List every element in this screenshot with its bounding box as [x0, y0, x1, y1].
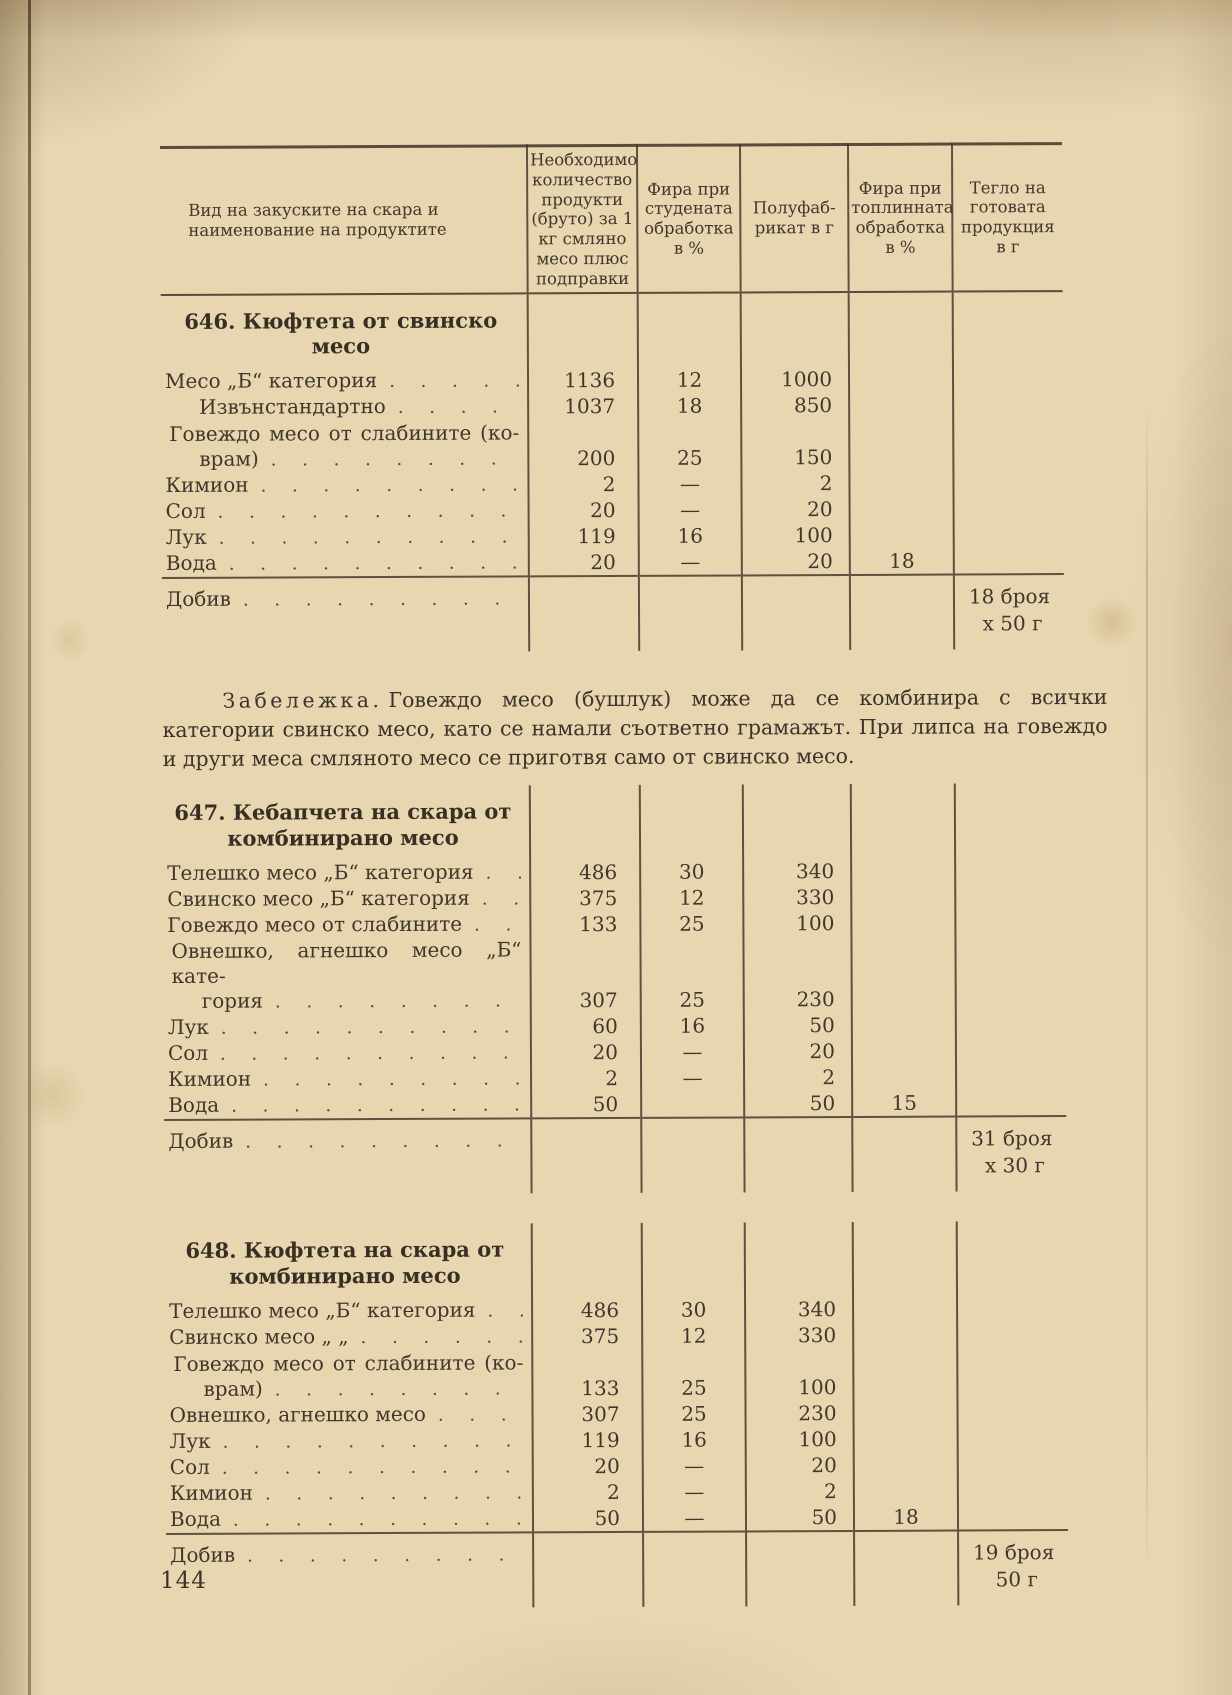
yield-label-cell — [164, 1118, 531, 1195]
cold-loss-value: — — [643, 1478, 746, 1504]
ingredient-name: Вода — [169, 1506, 222, 1531]
dot-leader — [218, 499, 520, 525]
recipe-title-row — [161, 292, 1063, 370]
brutto-value: 2 — [533, 1479, 643, 1505]
brutto-value: 119 — [533, 1427, 643, 1453]
recipe-title: 646. Кюфтета от свинско месо — [184, 307, 498, 359]
recipe-title-cell — [163, 786, 530, 861]
empty-cell — [854, 1530, 958, 1605]
semifinished-value: 2 — [741, 470, 849, 496]
semifinished-value: 330 — [743, 884, 851, 910]
dot-leader — [275, 988, 522, 1014]
semifinished-value: 230 — [744, 986, 852, 1012]
cold-loss-value: — — [639, 497, 742, 523]
table-row — [161, 365, 1063, 395]
semifinished-value: 20 — [744, 1038, 852, 1064]
cold-loss-value: 25 — [642, 1374, 745, 1400]
ingredient-name-cell — [164, 987, 531, 1015]
header-cell-brutto: Необходимо количество продукти (бруто) за 1 кг смляно месо плюс подправки — [527, 145, 638, 293]
empty-cell — [850, 575, 954, 650]
yield-label: Добив — [165, 586, 231, 612]
ingredient-name-cell — [164, 1013, 531, 1041]
brutto-value: 133 — [532, 1375, 642, 1401]
empty-cell — [853, 1221, 957, 1295]
yield-count: 31 броя — [971, 1126, 1053, 1151]
brutto-value: 307 — [532, 1401, 642, 1427]
ingredient-name-cell — [166, 1453, 533, 1481]
empty-cell — [851, 784, 955, 858]
ingredient-name: Телешко месо „Б“ категория — [169, 1297, 476, 1323]
brutto-value: 20 — [533, 1453, 643, 1479]
dot-leader — [438, 1402, 524, 1427]
semifinished-value: 50 — [744, 1012, 852, 1038]
empty-cell — [638, 419, 741, 445]
ingredient-name: Вода — [168, 1092, 220, 1117]
dot-leader — [271, 447, 520, 473]
ingredient-name: Говеждо месо от слабините — [167, 911, 463, 937]
ingredient-name-cell — [161, 420, 528, 448]
header-cell-cold-loss: Фира при студената обработка в % — [637, 145, 741, 293]
empty-cell — [531, 1118, 641, 1193]
dot-leader — [265, 1480, 524, 1506]
semifinished-value: 20 — [746, 1452, 854, 1478]
brutto-value: 20 — [531, 1039, 641, 1065]
ingredient-name-cell — [164, 1091, 531, 1120]
ingredient-name-cell — [163, 911, 530, 939]
empty-cell — [533, 1532, 643, 1607]
yield-count: 19 броя — [972, 1539, 1055, 1565]
cold-loss-value: — — [639, 549, 742, 576]
empty-cell — [744, 1117, 852, 1192]
empty-cell — [640, 785, 743, 859]
cold-loss-value: — — [641, 1038, 744, 1064]
empty-cell — [742, 575, 850, 650]
ingredient-name-cell — [165, 1349, 532, 1377]
ingredient-name-cell — [161, 394, 528, 422]
ingredient-name-cell — [165, 1401, 532, 1429]
ingredient-name: Кимион — [168, 1066, 252, 1091]
semifinished-value: 100 — [742, 522, 850, 548]
brutto-value: 50 — [531, 1091, 641, 1118]
ingredient-name-cell — [165, 1323, 532, 1351]
footnote — [162, 683, 1107, 773]
heat-loss-value: 18 — [849, 366, 954, 575]
yield-value — [958, 1530, 1068, 1605]
brutto-value: 50 — [533, 1505, 643, 1532]
empty-cell — [643, 1531, 746, 1606]
recipe-646-table — [161, 292, 1065, 654]
page-number: 144 — [160, 1568, 207, 1594]
cold-loss-value: — — [641, 1064, 744, 1090]
empty-cell — [741, 293, 849, 367]
ingredient-name-cell — [165, 1297, 532, 1325]
ingredient-name: Овнешко, агнешко месо „Б“ кате- — [171, 937, 522, 988]
header-row — [160, 144, 1063, 295]
dot-leader — [389, 369, 519, 395]
table-row — [163, 857, 1065, 887]
brutto-value: 486 — [530, 859, 640, 885]
ingredient-name: Лук — [167, 1014, 209, 1039]
recipe-title-cell — [161, 294, 528, 369]
ingredient-name-cell — [162, 550, 529, 579]
cold-loss-value: 12 — [638, 367, 741, 393]
empty-cell — [642, 1348, 745, 1374]
recipe-title-row — [163, 783, 1065, 861]
empty-cell — [530, 785, 640, 859]
ingredient-name-cell — [162, 524, 529, 552]
ingredient-name: Извънстандартно — [199, 394, 386, 420]
ingredient-name: Телешко месо „Б“ категория — [167, 859, 474, 885]
yield-unit-weight: 50 г — [995, 1566, 1038, 1591]
brutto-value: 375 — [530, 885, 640, 911]
dot-leader — [398, 395, 519, 421]
ingredient-name: Овнешко, агнешко месо — [169, 1401, 426, 1427]
recipe-title: 647. Кебапчета на скара от комбинирано месо — [174, 798, 512, 851]
ingredient-name-cell — [166, 1479, 533, 1507]
yield-unit-weight: х 30 г — [984, 1153, 1045, 1178]
table-row — [165, 1295, 1067, 1325]
dot-leader — [275, 1376, 524, 1402]
ingredient-name-cell — [161, 368, 528, 396]
weight-column-cell — [953, 365, 1064, 574]
recipe-title: 648. Кюфтета на скара от комбинирано месо — [185, 1236, 505, 1289]
cold-loss-value: 12 — [640, 884, 743, 910]
cold-loss-value: 25 — [641, 986, 744, 1012]
dot-leader — [233, 1506, 524, 1532]
yield-label: Добив — [170, 1542, 236, 1567]
dot-leader — [247, 1544, 524, 1566]
empty-cell — [638, 293, 741, 367]
yield-row — [164, 1116, 1066, 1195]
empty-cell — [528, 293, 638, 367]
header-cell-heat-loss: Фира при топлинната обработка в % — [848, 144, 953, 292]
book-spine-shadow — [28, 0, 31, 1695]
semifinished-value: 2 — [744, 1064, 852, 1090]
semifinished-value: 100 — [746, 1426, 854, 1452]
brutto-value: 200 — [528, 445, 638, 471]
heat-loss-value: 18 — [853, 1295, 958, 1530]
cold-loss-value: — — [643, 1452, 746, 1478]
brutto-value: 20 — [529, 497, 639, 523]
dot-leader — [245, 1130, 522, 1152]
yield-row — [162, 574, 1064, 653]
empty-cell — [532, 1223, 642, 1297]
brutto-value: 1136 — [528, 367, 638, 393]
table-header — [160, 142, 1063, 296]
dot-leader — [222, 1454, 524, 1480]
brutto-value: 2 — [531, 1065, 641, 1091]
semifinished-value: 330 — [745, 1322, 853, 1348]
ingredient-name-cell — [161, 472, 528, 500]
empty-cell — [743, 936, 851, 986]
cold-loss-value: 25 — [638, 445, 741, 471]
brutto-value: 60 — [531, 1013, 641, 1039]
brutto-value: 1037 — [528, 393, 638, 419]
empty-cell — [743, 784, 851, 858]
empty-cell — [641, 1117, 744, 1192]
brutto-value: 486 — [532, 1297, 642, 1323]
ingredient-name-cell — [162, 498, 529, 526]
empty-cell — [852, 1116, 956, 1191]
page-content — [160, 142, 1114, 1609]
semifinished-value: 50 — [746, 1504, 854, 1531]
cold-loss-value: 30 — [640, 858, 743, 884]
cold-loss-value: 18 — [638, 393, 741, 419]
empty-cell — [640, 936, 743, 986]
ingredient-name: врам) — [203, 1376, 263, 1401]
semifinished-value: 20 — [742, 548, 850, 575]
empty-cell — [532, 1349, 642, 1375]
empty-cell — [529, 576, 639, 651]
brutto-value: 307 — [531, 987, 641, 1013]
dot-leader — [486, 860, 522, 885]
empty-cell — [746, 1531, 854, 1606]
empty-cell — [639, 576, 742, 651]
cold-loss-value: 25 — [642, 1400, 745, 1426]
brutto-value: 20 — [529, 549, 639, 576]
dot-leader — [221, 1014, 522, 1040]
brutto-value: 2 — [528, 471, 638, 497]
dot-leader — [223, 1428, 524, 1454]
yield-unit-weight: х 50 г — [982, 611, 1043, 636]
ingredient-name-cell — [161, 446, 528, 474]
weight-column-cell — [955, 857, 1066, 1116]
empty-cell — [955, 783, 1065, 857]
empty-cell — [745, 1222, 853, 1296]
dot-leader — [261, 473, 520, 499]
recipe-647-table — [163, 783, 1067, 1195]
yield-label-cell — [166, 1532, 533, 1609]
semifinished-value: 20 — [742, 496, 850, 522]
yield-label: Добив — [168, 1128, 234, 1153]
dot-leader — [474, 912, 521, 937]
semifinished-value: 100 — [743, 910, 851, 936]
empty-cell — [741, 418, 849, 444]
brutto-value: 133 — [530, 911, 640, 937]
ingredient-name: Лук — [165, 525, 207, 550]
empty-cell — [642, 1222, 745, 1296]
ingredient-name: Месо „Б“ категория — [164, 368, 378, 394]
ingredient-name-cell — [164, 1039, 531, 1067]
dot-leader — [243, 589, 520, 611]
semifinished-value: 50 — [744, 1090, 852, 1117]
semifinished-value: 100 — [745, 1374, 853, 1400]
dot-leader — [219, 525, 520, 551]
empty-cell — [957, 1221, 1067, 1295]
cold-loss-value — [641, 1090, 744, 1117]
semifinished-value: 150 — [741, 444, 849, 470]
semifinished-value: 2 — [746, 1478, 854, 1504]
empty-cell — [953, 292, 1063, 366]
ingredient-name-cell — [165, 1375, 532, 1403]
ingredient-name: Свинско месо „ „ — [169, 1323, 349, 1349]
cold-loss-value: 16 — [641, 1012, 744, 1038]
semifinished-value: 850 — [741, 392, 849, 418]
ingredient-name-cell — [164, 1065, 531, 1093]
dot-leader — [361, 1324, 524, 1350]
cold-loss-value: — — [638, 471, 741, 497]
yield-value — [956, 1116, 1066, 1191]
dot-leader — [231, 1092, 522, 1118]
ingredient-name: Лук — [169, 1428, 211, 1453]
semifinished-value: 1000 — [741, 366, 849, 392]
heat-loss-value: 15 — [851, 857, 956, 1116]
ingredient-name: Говеждо месо от слабините (ко- — [169, 420, 520, 447]
recipe-title-cell — [165, 1223, 532, 1298]
dot-leader — [229, 551, 520, 577]
ingredient-name: гория — [201, 988, 264, 1013]
ingredient-name: врам) — [199, 446, 259, 472]
ingredient-name-cell — [163, 885, 530, 913]
paper-crease — [1146, 400, 1148, 1575]
cold-loss-value: 16 — [639, 523, 742, 549]
semifinished-value: 340 — [743, 858, 851, 884]
header-cell-semifinished: Полуфаб-рикат в г — [740, 144, 849, 292]
ingredient-name-cell — [163, 859, 530, 887]
ingredient-name: Сол — [169, 1454, 210, 1479]
semifinished-value: 230 — [745, 1400, 853, 1426]
dot-leader — [263, 1066, 522, 1092]
ingredient-name-cell — [163, 937, 530, 989]
empty-cell — [849, 292, 953, 366]
yield-label-cell — [162, 577, 529, 654]
ingredient-name: Сол — [165, 499, 206, 524]
recipe-648-table — [165, 1221, 1069, 1609]
empty-cell — [745, 1348, 853, 1374]
ingredient-name: Сол — [167, 1040, 209, 1065]
brutto-value: 375 — [532, 1323, 642, 1349]
semifinished-value: 340 — [745, 1296, 853, 1322]
dot-leader — [220, 1040, 522, 1066]
footnote-label: Забележка. — [222, 688, 383, 713]
weight-column-cell — [957, 1295, 1068, 1530]
ingredient-name-cell — [166, 1427, 533, 1455]
cold-loss-value: 12 — [642, 1322, 745, 1348]
cold-loss-value: 16 — [643, 1426, 746, 1452]
ingredient-name: Кимион — [165, 472, 249, 498]
ingredient-name: Говеждо месо от слабините (ко- — [173, 1350, 524, 1376]
recipe-title-row — [165, 1221, 1067, 1299]
dot-leader — [482, 886, 522, 911]
empty-cell — [530, 937, 640, 987]
empty-cell — [528, 419, 638, 445]
brutto-value: 119 — [529, 523, 639, 549]
yield-value — [954, 574, 1064, 649]
yield-count: 18 броя — [968, 584, 1051, 609]
dot-leader — [487, 1298, 523, 1323]
cold-loss-value: — — [643, 1504, 746, 1531]
yield-row — [166, 1530, 1068, 1609]
cold-loss-value: 25 — [640, 910, 743, 936]
ingredient-name: Свинско месо „Б“ категория — [167, 885, 470, 911]
cold-loss-value: 30 — [642, 1296, 745, 1322]
ingredient-name-cell — [166, 1505, 533, 1534]
ingredient-name: Вода — [165, 550, 217, 576]
header-cell-weight: Тегло на готовата продукция в г — [952, 144, 1063, 292]
ingredient-name: Кимион — [169, 1480, 254, 1505]
header-cell-products: Вид на закуските на скара и наименование на продуктите — [188, 200, 447, 241]
footnote-text: Говеждо месо (бушлук) може да се комбинира с всички категории свинско месо, като се намали съответно грамажът. При липса на говеждо и други меса смляното месо се приготвя само от свинско месо. — [162, 685, 1108, 771]
